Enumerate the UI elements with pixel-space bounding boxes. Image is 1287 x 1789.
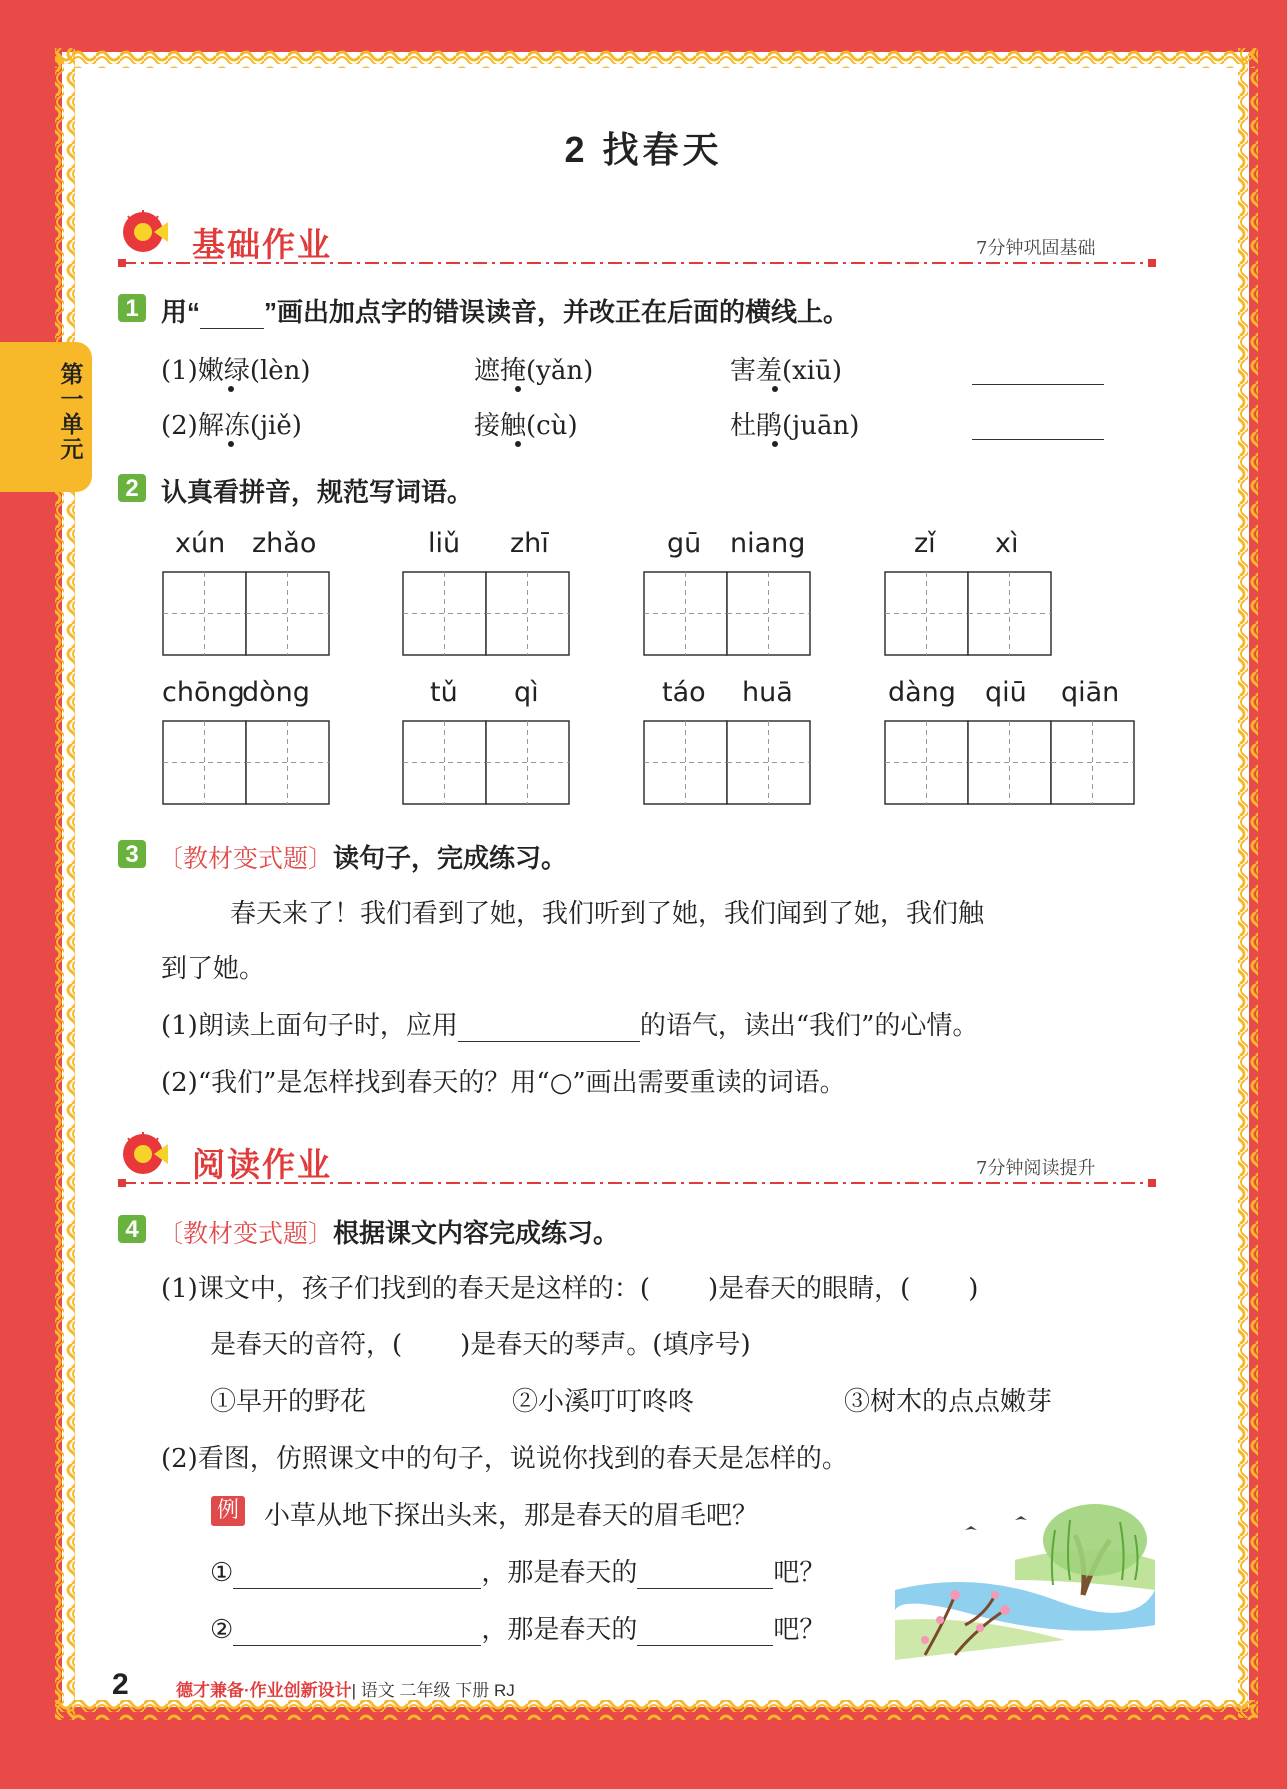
- pinyin-label: niang: [730, 528, 806, 559]
- writing-grid[interactable]: [402, 571, 570, 656]
- q4-sub2: (2)看图，仿照课文中的句子，说说你找到的春天是怎样的。: [161, 1444, 848, 1474]
- section-divider: [118, 1175, 1161, 1191]
- pinyin-label: huā: [742, 677, 793, 708]
- q1-item: 接触(cù): [474, 411, 578, 441]
- pinyin-label: zhī: [510, 528, 549, 559]
- section-divider: [118, 255, 1161, 271]
- q1-item: 遮掩(yǎn): [474, 356, 594, 386]
- q4-option: ②小溪叮叮咚咚: [512, 1387, 695, 1417]
- q3-heading: 〔教材变式题〕读句子，完成练习。: [158, 843, 568, 873]
- pinyin-label: zhǎo: [252, 528, 317, 559]
- emphasis-dot: [228, 441, 234, 447]
- q4-fill-line-2: ② ，那是春天的 吧？: [210, 1615, 826, 1645]
- spring-scene-illustration: [895, 1500, 1155, 1660]
- writing-grid[interactable]: [402, 720, 570, 805]
- q1-item: (1)嫩绿(lèn): [161, 356, 311, 386]
- emphasis-dot: [515, 441, 521, 447]
- section-subtitle-basic: 7分钟巩固基础: [976, 238, 1096, 259]
- page-title: 2 找春天: [564, 129, 723, 170]
- textbook-variant-tag: 〔教材变式题〕: [158, 844, 334, 873]
- writing-grid[interactable]: [643, 720, 811, 805]
- pinyin-label: qì: [514, 677, 539, 708]
- pinyin-label: xún: [175, 528, 226, 559]
- q4-blank[interactable]: [233, 1560, 481, 1589]
- example-badge: 例: [211, 1496, 245, 1526]
- q4-fill-line-1: ① ，那是春天的 吧？: [210, 1558, 826, 1588]
- question-number: 3: [118, 840, 146, 868]
- q2-instruction: 认真看拼音，规范写词语。: [161, 477, 474, 507]
- writing-grid[interactable]: [162, 571, 330, 656]
- q3-sub2: (2)“我们”是怎样找到春天的？用“○”画出需要重读的词语。: [161, 1068, 846, 1098]
- textbook-variant-tag: 〔教材变式题〕: [158, 1219, 334, 1248]
- q1-item: 害羞(xiū): [730, 356, 843, 386]
- q4-blank[interactable]: [637, 1560, 773, 1589]
- pinyin-label: tǔ: [430, 677, 458, 708]
- question-number: 2: [118, 474, 146, 502]
- section-subtitle-reading: 7分钟阅读提升: [976, 1158, 1096, 1179]
- lamp-icon: [118, 208, 178, 260]
- q1-answer-line[interactable]: [972, 384, 1104, 385]
- q4-sub1-cont: 是春天的音符，( )是春天的琴声。(填序号): [210, 1330, 751, 1360]
- q1-answer-line[interactable]: [972, 439, 1104, 440]
- section-title-reading: 阅读作业: [192, 1146, 332, 1183]
- pinyin-label: xì: [995, 528, 1019, 559]
- q4-option: ③树木的点点嫩芽: [844, 1387, 1053, 1417]
- pinyin-label: gū: [667, 528, 702, 559]
- q3-passage-line: 春天来了！我们看到了她，我们听到了她，我们闻到了她，我们触: [230, 899, 985, 929]
- q3-passage-line: 到了她。: [161, 954, 266, 984]
- pinyin-label: chōng: [162, 677, 245, 708]
- page-number: 2: [112, 1668, 129, 1701]
- q4-blank[interactable]: [233, 1617, 481, 1646]
- q3-sub1: (1)朗读上面句子时，应用 的语气，读出“我们”的心情。: [161, 1011, 979, 1041]
- q4-heading: 〔教材变式题〕根据课文内容完成练习。: [158, 1218, 620, 1248]
- q4-sub1: (1)课文中，孩子们找到的春天是这样的：( )是春天的眼睛，( ): [161, 1274, 979, 1304]
- section-title-basic: 基础作业: [192, 226, 332, 263]
- emphasis-dot: [515, 386, 521, 392]
- emphasis-dot: [772, 441, 778, 447]
- question-number: 1: [118, 294, 146, 322]
- pinyin-label: qiū: [985, 677, 1027, 708]
- unit-side-tab-label: 第一单元: [60, 361, 84, 462]
- pinyin-label: dàng: [888, 677, 956, 708]
- writing-grid[interactable]: [643, 571, 811, 656]
- pinyin-label: dòng: [242, 677, 310, 708]
- footer-info: 德才兼备·作业创新设计| 语文 二年级 下册 RJ: [176, 1681, 515, 1700]
- q1-item: 杜鹃(juān): [730, 411, 860, 441]
- emphasis-dot: [772, 386, 778, 392]
- pinyin-label: liǔ: [428, 528, 461, 559]
- example-sentence: 小草从地下探出头来，那是春天的眉毛吧？: [264, 1501, 759, 1531]
- pinyin-label: zǐ: [914, 528, 936, 559]
- question-number: 4: [118, 1215, 146, 1243]
- emphasis-dot: [228, 386, 234, 392]
- q4-option: ①早开的野花: [210, 1387, 367, 1417]
- pinyin-label: qiān: [1061, 677, 1120, 708]
- writing-grid[interactable]: [162, 720, 330, 805]
- q4-blank[interactable]: [637, 1617, 773, 1646]
- q1-item: (2)解冻(jiě): [161, 411, 302, 441]
- pinyin-label: táo: [662, 677, 706, 708]
- writing-grid[interactable]: [884, 571, 1052, 656]
- writing-grid[interactable]: [884, 720, 1135, 805]
- q1-instruction: 用“ ”画出加点字的错误读音，并改正在后面的横线上。: [161, 297, 850, 327]
- q3-blank[interactable]: [458, 1013, 640, 1042]
